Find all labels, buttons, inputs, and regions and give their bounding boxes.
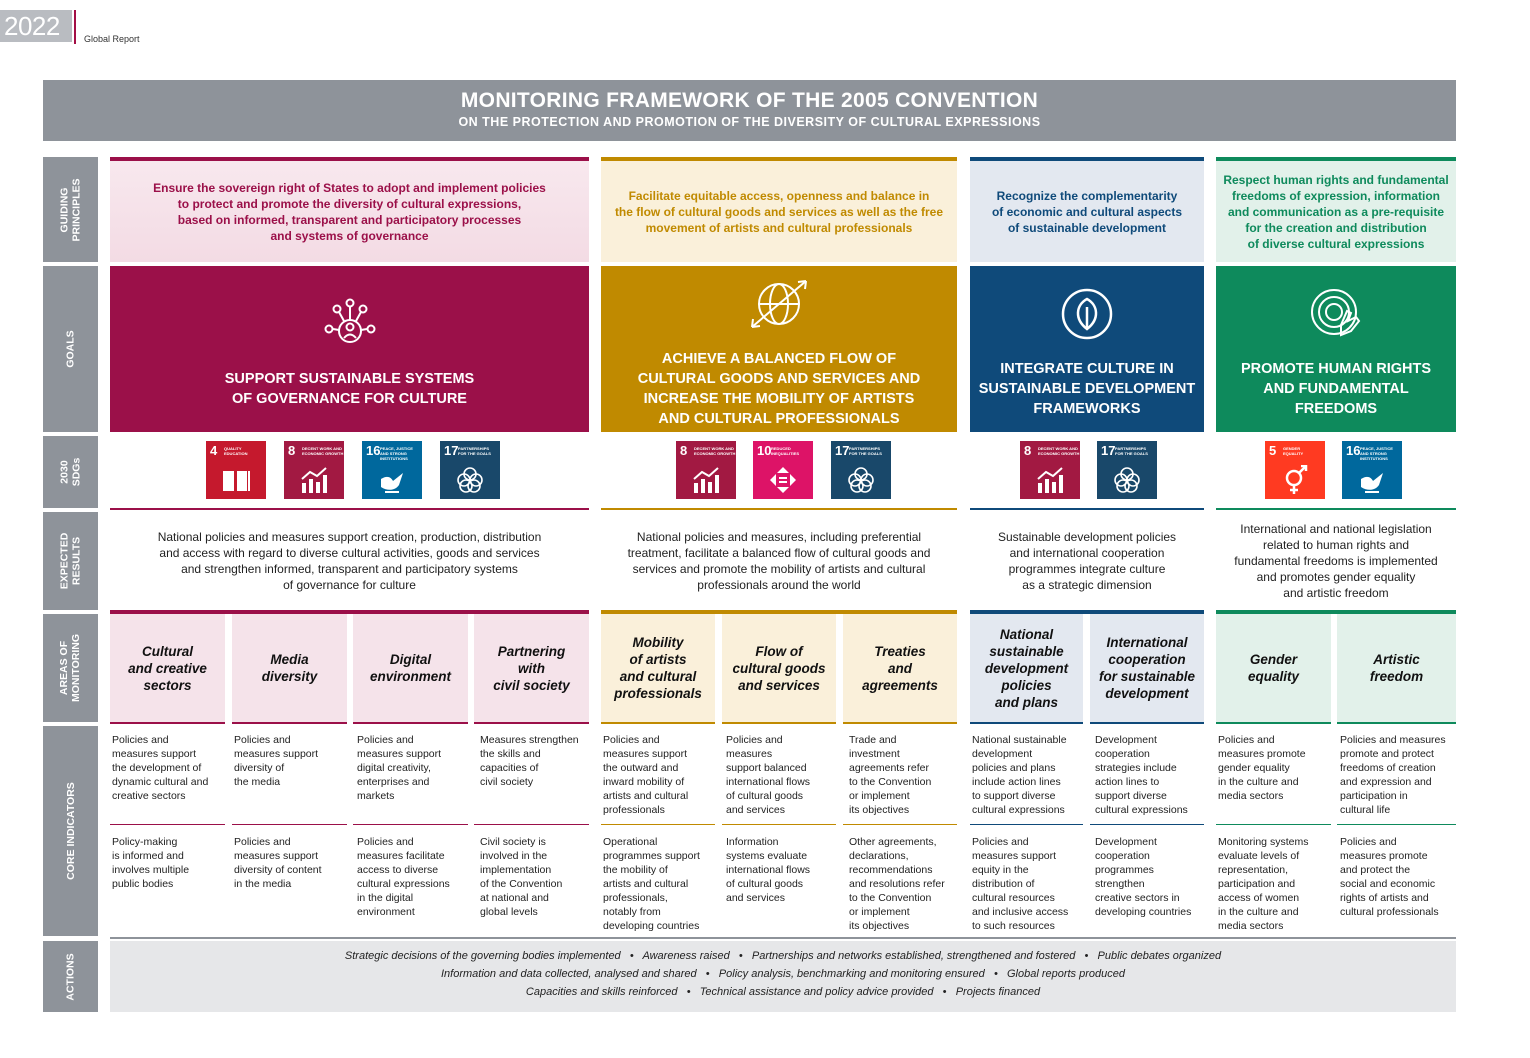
indicator-2-digital: Policies and measures facilitate access to diverse cultural expressions in the digital environment — [357, 836, 450, 918]
actions-line-2: Information and data collected, analysed and shared • Policy analysis, benchmarking and monitoring ensured • Global reports produced — [441, 968, 1125, 980]
area-digital-environment: Digital environment — [353, 614, 468, 722]
sdg-4-tile: 4 QUALITY EDUCATION — [206, 441, 266, 499]
actions-line-1: Strategic decisions of the governing bodies implemented • Awareness raised • Partnerships and networks established, strengthened and fostered • Public debates organized — [344, 950, 1222, 962]
row-label-actions: ACTIONS — [43, 941, 98, 1012]
area-artistic-freedom: Artistic freedom — [1337, 614, 1456, 722]
indicator-1-artistic: Policies and measures promote and protect freedoms of creation and expression and participation in cultural life — [1340, 734, 1446, 816]
row-label-results: EXPECTED RESULTS — [43, 512, 98, 610]
indicator-1-digital: Policies and measures support digital creativity, enterprises and markets — [357, 734, 442, 802]
area-gender-equality: Gender equality — [1216, 614, 1331, 722]
indicator-1-civil-society: Measures strengthen the skills and capacities of civil society — [480, 734, 579, 788]
indicator-1-media: Policies and measures support diversity of the media — [234, 734, 319, 788]
area-mobility: Mobility of artists and cultural professionals — [601, 614, 715, 722]
indicator-2-civil-society: Civil society is involved in the implementation of the Convention at national and global levels — [480, 836, 563, 918]
area-partnering-civil-society: Partnering with civil society — [474, 614, 589, 722]
equality-arrows-icon — [768, 465, 798, 495]
year-divider — [74, 10, 76, 44]
sdg-10-tile: 10 REDUCED INEQUALITIES — [753, 441, 813, 499]
sdg-16-tile: 16 PEACE, JUSTICE AND STRONG INSTITUTIONS — [1342, 441, 1402, 499]
row-label-core-indicators: CORE INDICATORS — [43, 726, 98, 936]
dove-icon — [377, 465, 407, 495]
goal-development — [970, 266, 1204, 432]
hand-fingerprint-icon — [1301, 279, 1371, 349]
row-label-areas: AREAS OF MONITORING — [43, 614, 98, 722]
actions-line-3: Capacities and skills reinforced • Technical assistance and policy advice provided • Projects financed — [525, 986, 1041, 998]
framework-banner — [43, 80, 1456, 141]
sdg-8-tile: 8 DECENT WORK AND ECONOMIC GROWTH — [676, 441, 736, 499]
goal-rights-text: PROMOTE HUMAN RIGHTS AND FUNDAMENTAL FREEDOMS — [1240, 361, 1432, 417]
expected-result-flow: National policies and measures, including preferential treatment, facilitate a balanced flow of cultural goods and services and promote the mobility of artists and cultural professionals around the world — [627, 530, 931, 592]
guiding-principle-flow: Facilitate equitable access, openness and balance in the flow of cultural goods and services as well as the free movement of artists and cultural professionals — [601, 161, 957, 262]
row-label-goals: GOALS — [43, 266, 98, 432]
growth-chart-icon — [1035, 465, 1065, 495]
indicator-2-flow: Information systems evaluate international flows of cultural goods and services — [726, 836, 811, 904]
book-icon — [221, 465, 251, 495]
guiding-principle-development: Recognize the complementarity of economic and cultural aspects of sustainable development — [970, 161, 1204, 262]
sdg-17-tile: 17 PARTNERSHIPS FOR THE GOALS — [440, 441, 500, 499]
goal-governance-text: SUPPORT SUSTAINABLE SYSTEMS OF GOVERNANCE FOR CULTURE — [224, 371, 475, 407]
report-year: 2022 — [0, 10, 72, 42]
sdg-5-tile: 5 GENDER EQUALITY — [1265, 441, 1325, 499]
indicator-2-cultural-sectors: Policy-making is informed and involves multiple public bodies — [112, 836, 190, 890]
indicator-1-mobility: Policies and measures support the outward and inward mobility of artists and cultural professionals — [603, 734, 689, 816]
area-national-sd-policies: National sustainable development policies and plans — [970, 614, 1083, 722]
framework-title: MONITORING FRAMEWORK OF THE 2005 CONVENTION — [460, 89, 1039, 112]
sdg-8-tile: 8 DECENT WORK AND ECONOMIC GROWTH — [1020, 441, 1080, 499]
row-label-guiding: GUIDING PRINCIPLES — [43, 157, 98, 262]
dove-icon — [1357, 465, 1387, 495]
indicator-1-flow: Policies and measures support balanced international flows of cultural goods and services — [726, 734, 811, 816]
report-title: Global Report — [84, 34, 140, 44]
indicator-2-artistic: Policies and measures promote and protect the social and economic rights of artists and cultural professionals — [1340, 836, 1439, 918]
globe-arrows-icon — [744, 269, 814, 339]
guiding-principle-rights: Respect human rights and fundamental freedoms of expression, information and communication as a pre-requisite for the creation and distribution of diverse cultural expressions — [1216, 161, 1456, 262]
area-cultural-creative-sectors: Cultural and creative sectors — [110, 614, 225, 722]
indicator-2-cooperation: Development cooperation programmes strengthen creative sectors in developing countries — [1095, 836, 1192, 918]
rings-icon — [455, 465, 485, 495]
gender-icon — [1280, 465, 1310, 495]
indicator-1-national-sd: National sustainable development policies and plans include action lines to support diverse cultural expressions — [972, 734, 1067, 816]
expected-result-rights: International and national legislation related to human rights and fundamental freedoms is implemented and promotes gender equality and artistic freedom — [1234, 522, 1438, 600]
sdg-16-tile: 16 PEACE, JUSTICE AND STRONG INSTITUTIONS — [362, 441, 422, 499]
indicator-1-treaties: Trade and investment agreements refer to the Convention or implement its objectives — [849, 734, 932, 816]
goal-rights — [1216, 266, 1456, 432]
sdg-8-tile: 8 DECENT WORK AND ECONOMIC GROWTH — [284, 441, 344, 499]
rings-icon — [846, 465, 876, 495]
sdg-17-tile: 17 PARTNERSHIPS FOR THE GOALS — [831, 441, 891, 499]
indicator-1-cooperation: Development cooperation strategies include action lines to support diverse cultural expressions — [1095, 734, 1188, 816]
goal-flow — [601, 266, 957, 432]
expected-result-governance: National policies and measures support creation, production, distribution and access with regard to diverse cultural activities, goods and services and strengthen informed, transparent and participatory systems of governance for culture — [157, 530, 542, 592]
indicator-2-treaties: Other agreements, declarations, recommendations and resolutions refer to the Convention or implement its objectives — [849, 836, 945, 932]
growth-chart-icon — [299, 465, 329, 495]
indicator-1-cultural-sectors: Policies and measures support the development of dynamic cultural and creative sectors — [112, 734, 209, 802]
indicator-2-mobility: Operational programmes support the mobility of artists and cultural professionals, notably from developing countries — [603, 836, 700, 932]
goal-flow-text: ACHIEVE A BALANCED FLOW OF CULTURAL GOODS AND SERVICES AND INCREASE THE MOBILITY OF ARTISTS AND CULTURAL PROFESSIONALS — [637, 351, 921, 427]
rings-icon — [1112, 465, 1142, 495]
people-network-icon — [315, 289, 385, 359]
area-treaties: Treaties and agreements — [843, 614, 957, 722]
area-media-diversity: Media diversity — [232, 614, 347, 722]
goal-governance — [110, 266, 589, 432]
indicator-1-gender: Policies and measures promote gender equality in the culture and media sectors — [1218, 734, 1306, 802]
area-flow-goods: Flow of cultural goods and services — [722, 614, 836, 722]
indicator-2-media: Policies and measures support diversity of content in the media — [234, 836, 322, 890]
expected-result-development: Sustainable development policies and international cooperation programmes integrate culture as a strategic dimension — [997, 530, 1177, 592]
leaf-circle-icon — [1052, 279, 1122, 349]
row-label-sdgs: 2030 SDGs — [43, 436, 98, 508]
growth-chart-icon — [691, 465, 721, 495]
goal-development-text: INTEGRATE CULTURE IN SUSTAINABLE DEVELOPMENT FRAMEWORKS — [978, 361, 1196, 417]
indicator-2-national-sd: Policies and measures support equity in the distribution of cultural resources and inclusive access to such resources — [972, 836, 1069, 932]
indicator-2-gender: Monitoring systems evaluate levels of representation, participation and access of women in the culture and media sectors — [1218, 836, 1309, 932]
area-international-cooperation: International cooperation for sustainable development — [1090, 614, 1204, 722]
sdg-17-tile: 17 PARTNERSHIPS FOR THE GOALS — [1097, 441, 1157, 499]
framework-subtitle: ON THE PROTECTION AND PROMOTION OF THE DIVERSITY OF CULTURAL EXPRESSIONS — [458, 115, 1041, 129]
guiding-principle-governance: Ensure the sovereign right of States to adopt and implement policies to protect and promote the diversity of cultural expressions, based on informed, transparent and participatory processes and systems of governance — [110, 161, 589, 262]
